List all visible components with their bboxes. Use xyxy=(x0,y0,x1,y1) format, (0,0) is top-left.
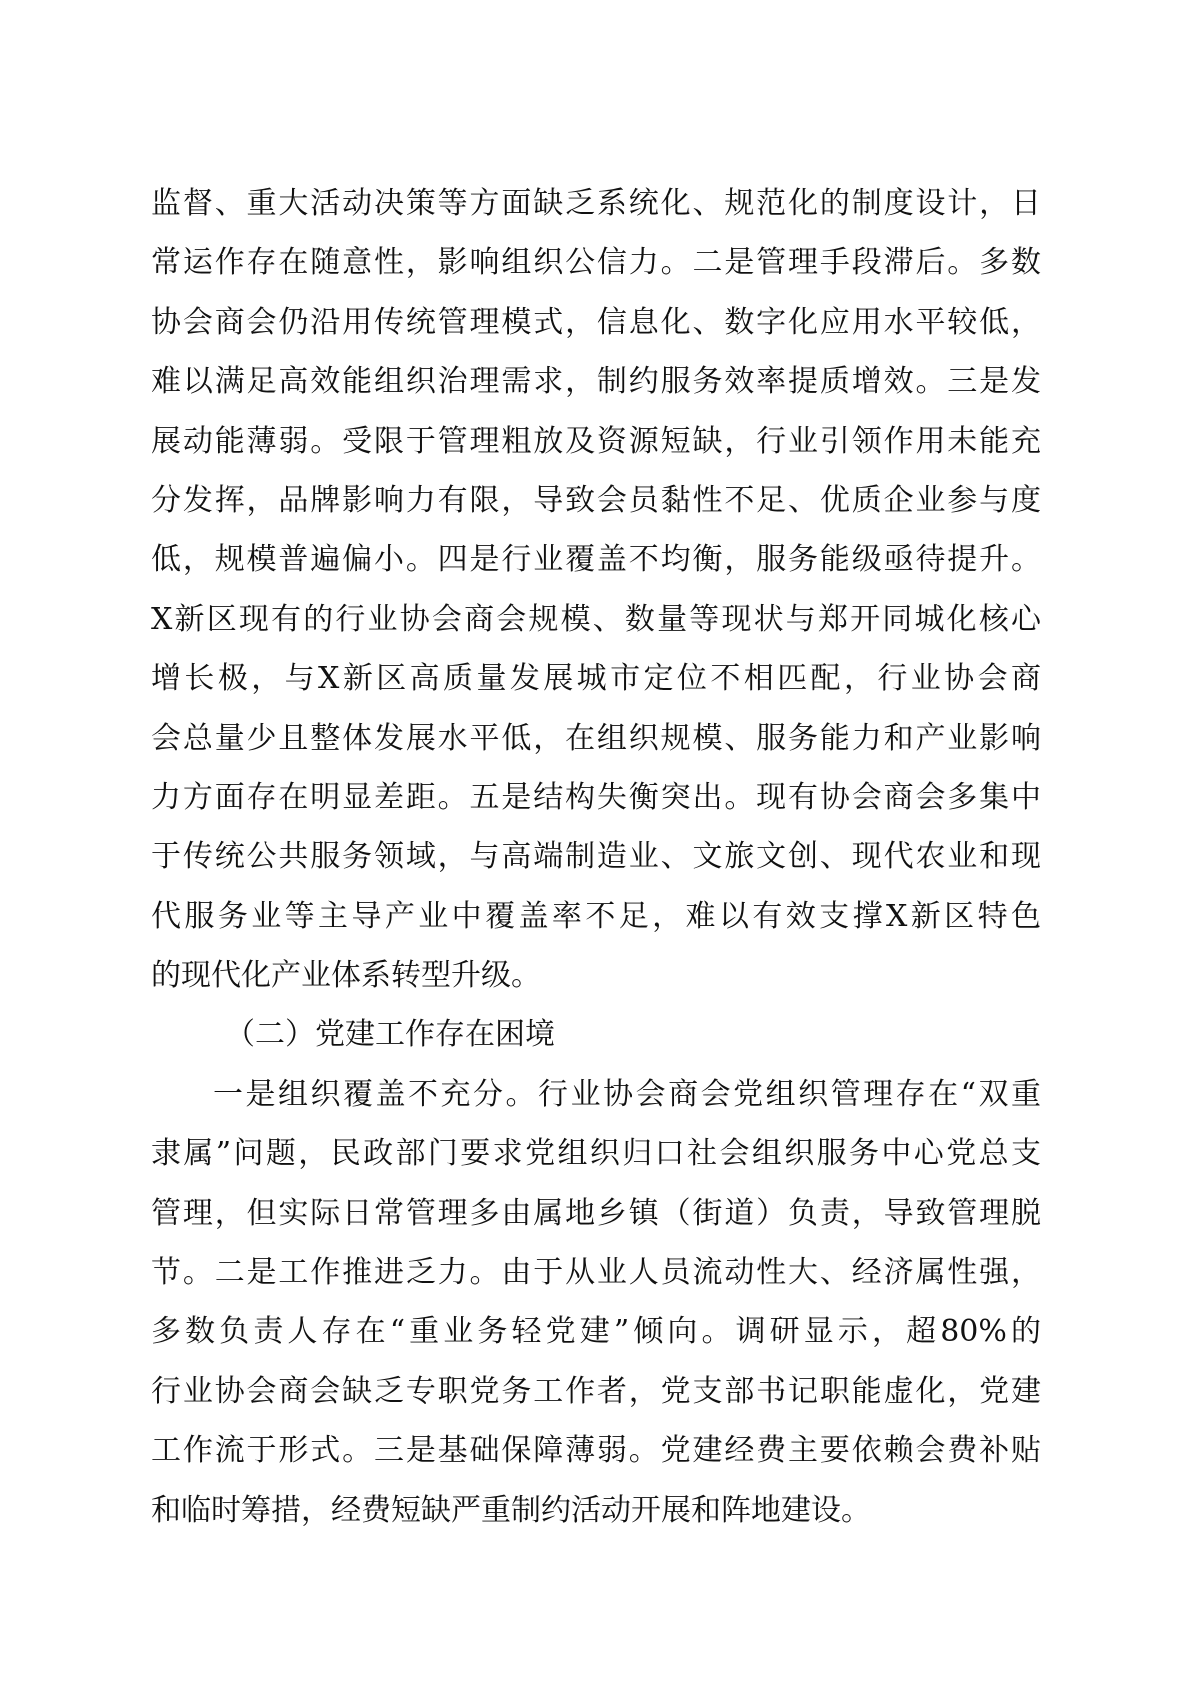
body-line-13: 代服务业等主导产业中覆盖率不足，难以有效支撑X新区特色 xyxy=(151,898,1041,934)
body-line-23: 和临时筹措，经费短缺严重制约活动开展和阵地建设。 xyxy=(151,1492,871,1528)
body-line-18: 管理，但实际日常管理多由属地乡镇（街道）负责，导致管理脱 xyxy=(151,1195,1041,1231)
body-line-9: 增长极，与X新区高质量发展城市定位不相匹配，行业协会商 xyxy=(151,661,1041,697)
body-line-3: 协会商会仍沿用传统管理模式，信息化、数字化应用水平较低， xyxy=(151,304,1041,340)
body-line-7: 低，规模普遍偏小。四是行业覆盖不均衡，服务能级亟待提升。 xyxy=(151,542,1041,578)
body-line-22: 工作流于形式。三是基础保障薄弱。党建经费主要依赖会费补贴 xyxy=(151,1433,1041,1469)
body-line-17: 隶属”问题，民政部门要求党组织归口社会组织服务中心党总支 xyxy=(151,1136,1041,1172)
body-line-4: 难以满足高效能组织治理需求，制约服务效率提质增效。三是发 xyxy=(151,364,1041,400)
body-line-21: 行业协会商会缺乏专职党务工作者，党支部书记职能虚化，党建 xyxy=(151,1373,1041,1409)
body-line-12: 于传统公共服务领域，与高端制造业、文旅文创、现代农业和现 xyxy=(151,839,1041,875)
body-line-6: 分发挥，品牌影响力有限，导致会员黏性不足、优质企业参与度 xyxy=(151,482,1041,518)
body-line-1: 监督、重大活动决策等方面缺乏系统化、规范化的制度设计，日 xyxy=(151,186,1041,221)
body-line-14: 的现代化产业体系转型升级。 xyxy=(151,958,541,994)
body-line-10: 会总量少且整体发展水平低，在组织规模、服务能力和产业影响 xyxy=(151,720,1041,756)
body-line-11: 力方面存在明显差距。五是结构失衡突出。现有协会商会多集中 xyxy=(151,779,1041,815)
body-line-20: 多数负责人存在“重业务轻党建”倾向。调研显示，超80%的 xyxy=(151,1314,1041,1350)
body-line-8: X新区现有的行业协会商会规模、数量等现状与郑开同城化核心 xyxy=(151,601,1041,637)
body-line-16: 一是组织覆盖不充分。行业协会商会党组织管理存在“双重 xyxy=(213,1076,1041,1112)
body-line-5: 展动能薄弱。受限于管理粗放及资源短缺，行业引领作用未能充 xyxy=(151,423,1041,459)
section-heading: （二）党建工作存在困境 xyxy=(225,1017,555,1053)
body-line-19: 节。二是工作推进乏力。由于从业人员流动性大、经济属性强， xyxy=(151,1255,1041,1291)
body-line-2: 常运作存在随意性，影响组织公信力。二是管理手段滞后。多数 xyxy=(151,245,1041,281)
document-body xyxy=(151,174,1041,1540)
